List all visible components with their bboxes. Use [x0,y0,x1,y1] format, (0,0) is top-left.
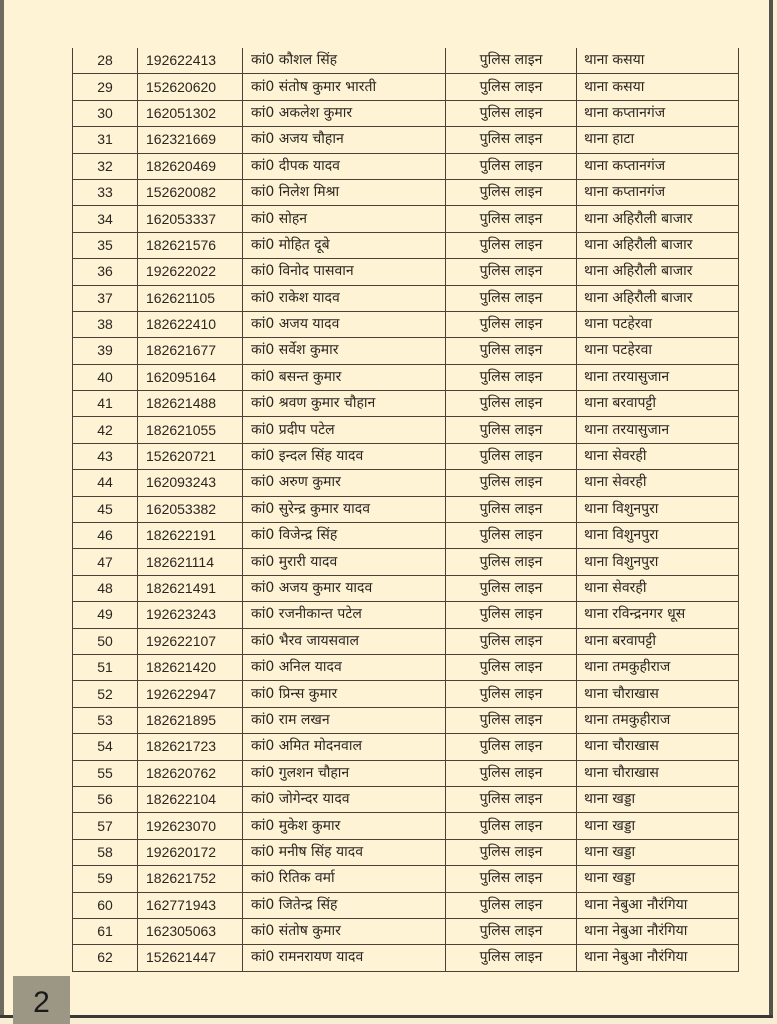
pno-cell: 182621114 [138,549,243,575]
serial-number-cell: 59 [73,866,138,892]
posted-from-cell: पुलिस लाइन [446,48,577,74]
serial-number-cell: 62 [73,945,138,971]
serial-number-cell: 32 [73,153,138,179]
pno-cell: 182622104 [138,786,243,812]
posted-to-cell: थाना नेबुआ नौरंगिया [577,918,739,944]
posted-to-cell: थाना पटहेरवा [577,338,739,364]
name-cell: कां0 इन्दल सिंह यादव [243,443,446,469]
posted-from-cell: पुलिस लाइन [446,417,577,443]
page-right-margin [773,0,777,1024]
posted-from-cell: पुलिस लाइन [446,707,577,733]
posted-to-cell: थाना रविन्द्रनगर धूस [577,602,739,628]
posted-to-cell: थाना चौराखास [577,734,739,760]
name-cell: कां0 रजनीकान्त पटेल [243,602,446,628]
posted-from-cell: पुलिस लाइन [446,786,577,812]
name-cell: कां0 मोहित दूबे [243,232,446,258]
table-row [73,417,739,443]
serial-number-cell: 53 [73,707,138,733]
posted-from-cell: पुलिस लाइन [446,443,577,469]
posted-from-cell: पुलिस लाइन [446,391,577,417]
name-cell: कां0 निलेश मिश्रा [243,179,446,205]
table-row [73,892,739,918]
name-cell: कां0 अजय कुमार यादव [243,575,446,601]
pno-cell: 162053337 [138,206,243,232]
table-row [73,839,739,865]
posted-to-cell: थाना कप्तानगंज [577,100,739,126]
page-left-border [0,0,4,1020]
serial-number-cell: 46 [73,523,138,549]
table-row [73,575,739,601]
posted-from-cell: पुलिस लाइन [446,945,577,971]
name-cell: कां0 बसन्त कुमार [243,364,446,390]
serial-number-cell: 38 [73,311,138,337]
posted-to-cell: थाना तरयासुजान [577,417,739,443]
table-row [73,734,739,760]
name-cell: कां0 प्रदीप पटेल [243,417,446,443]
pno-cell: 182622410 [138,311,243,337]
posted-to-cell: थाना तमकुहीराज [577,707,739,733]
pno-cell: 182621723 [138,734,243,760]
name-cell: कां0 अजय चौहान [243,127,446,153]
name-cell: कां0 अकलेश कुमार [243,100,446,126]
posted-from-cell: पुलिस लाइन [446,74,577,100]
serial-number-cell: 57 [73,813,138,839]
posted-from-cell: पुलिस लाइन [446,549,577,575]
name-cell: कां0 प्रिन्स कुमार [243,681,446,707]
table-row [73,100,739,126]
posted-from-cell: पुलिस लाइन [446,127,577,153]
posted-to-cell: थाना नेबुआ नौरंगिया [577,892,739,918]
posted-to-cell: थाना अहिरौली बाजार [577,232,739,258]
pno-cell: 182622191 [138,523,243,549]
serial-number-cell: 61 [73,918,138,944]
posted-from-cell: पुलिस लाइन [446,734,577,760]
posted-from-cell: पुलिस लाइन [446,285,577,311]
posted-to-cell: थाना खड्डा [577,839,739,865]
table-row [73,654,739,680]
name-cell: कां0 अमित मोदनवाल [243,734,446,760]
name-cell: कां0 विनोद पासवान [243,259,446,285]
name-cell: कां0 जितेन्द्र सिंह [243,892,446,918]
serial-number-cell: 39 [73,338,138,364]
name-cell: कां0 अरुण कुमार [243,470,446,496]
table-row [73,707,739,733]
serial-number-cell: 42 [73,417,138,443]
posted-from-cell: पुलिस लाइन [446,628,577,654]
serial-number-cell: 47 [73,549,138,575]
page-number: 2 [33,986,50,1019]
posted-from-cell: पुलिस लाइन [446,100,577,126]
posted-to-cell: थाना नेबुआ नौरंगिया [577,945,739,971]
posted-from-cell: पुलिस लाइन [446,364,577,390]
pno-cell: 192623070 [138,813,243,839]
posted-to-cell: थाना सेवरही [577,575,739,601]
table-row [73,311,739,337]
serial-number-cell: 56 [73,786,138,812]
pno-cell: 162093243 [138,470,243,496]
serial-number-cell: 37 [73,285,138,311]
serial-number-cell: 41 [73,391,138,417]
name-cell: कां0 मुकेश कुमार [243,813,446,839]
posted-from-cell: पुलिस लाइन [446,892,577,918]
posted-to-cell: थाना चौराखास [577,681,739,707]
serial-number-cell: 45 [73,496,138,522]
pno-cell: 162305063 [138,918,243,944]
table-row [73,206,739,232]
posted-from-cell: पुलिस लाइन [446,654,577,680]
table-row [73,179,739,205]
table-row [73,285,739,311]
serial-number-cell: 43 [73,443,138,469]
name-cell: कां0 गुलशन चौहान [243,760,446,786]
serial-number-cell: 52 [73,681,138,707]
table-row [73,153,739,179]
pno-cell: 162053382 [138,496,243,522]
serial-number-cell: 58 [73,839,138,865]
posted-to-cell: थाना सेवरही [577,443,739,469]
transfer-table-body [73,48,739,971]
table-row [73,364,739,390]
table-row [73,628,739,654]
posted-from-cell: पुलिस लाइन [446,311,577,337]
serial-number-cell: 40 [73,364,138,390]
table-row [73,443,739,469]
name-cell: कां0 रितिक वर्मा [243,866,446,892]
serial-number-cell: 60 [73,892,138,918]
pno-cell: 162321669 [138,127,243,153]
posted-to-cell: थाना कसया [577,74,739,100]
table-row [73,866,739,892]
table-row [73,945,739,971]
name-cell: कां0 राम लखन [243,707,446,733]
name-cell: कां0 अनिल यादव [243,654,446,680]
pno-cell: 192622022 [138,259,243,285]
posted-to-cell: थाना खड्डा [577,866,739,892]
pno-cell: 192620172 [138,839,243,865]
serial-number-cell: 31 [73,127,138,153]
posted-from-cell: पुलिस लाइन [446,866,577,892]
posted-from-cell: पुलिस लाइन [446,575,577,601]
pno-cell: 182621576 [138,232,243,258]
table-row [73,681,739,707]
pno-cell: 182621420 [138,654,243,680]
serial-number-cell: 33 [73,179,138,205]
pno-cell: 152620721 [138,443,243,469]
posted-from-cell: पुलिस लाइन [446,839,577,865]
posted-to-cell: थाना खड्डा [577,813,739,839]
pno-cell: 192622947 [138,681,243,707]
table-row [73,813,739,839]
posted-from-cell: पुलिस लाइन [446,206,577,232]
serial-number-cell: 49 [73,602,138,628]
name-cell: कां0 विजेन्द्र सिंह [243,523,446,549]
posted-to-cell: थाना बरवापट्टी [577,391,739,417]
table-row [73,391,739,417]
serial-number-cell: 35 [73,232,138,258]
table-row [73,470,739,496]
posted-to-cell: थाना बरवापट्टी [577,628,739,654]
posted-to-cell: थाना कप्तानगंज [577,153,739,179]
posted-from-cell: पुलिस लाइन [446,179,577,205]
name-cell: कां0 रामनरायण यादव [243,945,446,971]
serial-number-cell: 36 [73,259,138,285]
transfer-table [72,48,739,972]
posted-from-cell: पुलिस लाइन [446,338,577,364]
table-row [73,786,739,812]
posted-from-cell: पुलिस लाइन [446,918,577,944]
posted-to-cell: थाना पटहेरवा [577,311,739,337]
pno-cell: 182620762 [138,760,243,786]
serial-number-cell: 51 [73,654,138,680]
pno-cell: 182621895 [138,707,243,733]
pno-cell: 162095164 [138,364,243,390]
serial-number-cell: 44 [73,470,138,496]
table-row [73,523,739,549]
name-cell: कां0 भैरव जायसवाल [243,628,446,654]
pno-cell: 192622107 [138,628,243,654]
posted-to-cell: थाना अहिरौली बाजार [577,206,739,232]
posted-to-cell: थाना अहिरौली बाजार [577,259,739,285]
posted-from-cell: पुलिस लाइन [446,470,577,496]
table-row [73,918,739,944]
posted-from-cell: पुलिस लाइन [446,813,577,839]
posted-from-cell: पुलिस लाइन [446,760,577,786]
posted-to-cell: थाना कसया [577,48,739,74]
posted-to-cell: थाना कप्तानगंज [577,179,739,205]
posted-to-cell: थाना खड्डा [577,786,739,812]
pno-cell: 162051302 [138,100,243,126]
name-cell: कां0 संतोष कुमार [243,918,446,944]
posted-to-cell: थाना तरयासुजान [577,364,739,390]
page-bottom-margin [0,1018,777,1024]
serial-number-cell: 34 [73,206,138,232]
table-row [73,259,739,285]
name-cell: कां0 मुरारी यादव [243,549,446,575]
pno-cell: 152620620 [138,74,243,100]
pno-cell: 182621055 [138,417,243,443]
serial-number-cell: 54 [73,734,138,760]
name-cell: कां0 मनीष सिंह यादव [243,839,446,865]
pno-cell: 162771943 [138,892,243,918]
name-cell: कां0 कौशल सिंह [243,48,446,74]
serial-number-cell: 55 [73,760,138,786]
name-cell: कां0 सोहन [243,206,446,232]
posted-to-cell: थाना सेवरही [577,470,739,496]
posted-to-cell: थाना विशुनपुरा [577,496,739,522]
serial-number-cell: 48 [73,575,138,601]
table-row [73,496,739,522]
table-row [73,602,739,628]
table-row [73,338,739,364]
name-cell: कां0 राकेश यादव [243,285,446,311]
serial-number-cell: 50 [73,628,138,654]
serial-number-cell: 30 [73,100,138,126]
pno-cell: 152621447 [138,945,243,971]
pno-cell: 182621752 [138,866,243,892]
table-row [73,232,739,258]
posted-to-cell: थाना विशुनपुरा [577,523,739,549]
table-row [73,127,739,153]
pno-cell: 182621491 [138,575,243,601]
serial-number-cell: 29 [73,74,138,100]
table-row [73,549,739,575]
pno-cell: 182621677 [138,338,243,364]
posted-from-cell: पुलिस लाइन [446,232,577,258]
serial-number-cell: 28 [73,48,138,74]
posted-from-cell: पुलिस लाइन [446,259,577,285]
posted-from-cell: पुलिस लाइन [446,153,577,179]
name-cell: कां0 जोगेन्दर यादव [243,786,446,812]
posted-to-cell: थाना चौराखास [577,760,739,786]
pno-cell: 162621105 [138,285,243,311]
posted-from-cell: पुलिस लाइन [446,681,577,707]
table-row [73,48,739,74]
pno-cell: 192622413 [138,48,243,74]
name-cell: कां0 सर्वेश कुमार [243,338,446,364]
posted-to-cell: थाना हाटा [577,127,739,153]
posted-to-cell: थाना अहिरौली बाजार [577,285,739,311]
pno-cell: 192623243 [138,602,243,628]
posted-from-cell: पुलिस लाइन [446,496,577,522]
table-row [73,74,739,100]
pno-cell: 182620469 [138,153,243,179]
posted-to-cell: थाना तमकुहीराज [577,654,739,680]
page-number-box [13,976,70,1024]
pno-cell: 182621488 [138,391,243,417]
name-cell: कां0 दीपक यादव [243,153,446,179]
name-cell: कां0 सुरेन्द्र कुमार यादव [243,496,446,522]
posted-from-cell: पुलिस लाइन [446,602,577,628]
posted-to-cell: थाना विशुनपुरा [577,549,739,575]
posted-from-cell: पुलिस लाइन [446,523,577,549]
pno-cell: 152620082 [138,179,243,205]
name-cell: कां0 अजय यादव [243,311,446,337]
table-row [73,760,739,786]
name-cell: कां0 संतोष कुमार भारती [243,74,446,100]
name-cell: कां0 श्रवण कुमार चौहान [243,391,446,417]
